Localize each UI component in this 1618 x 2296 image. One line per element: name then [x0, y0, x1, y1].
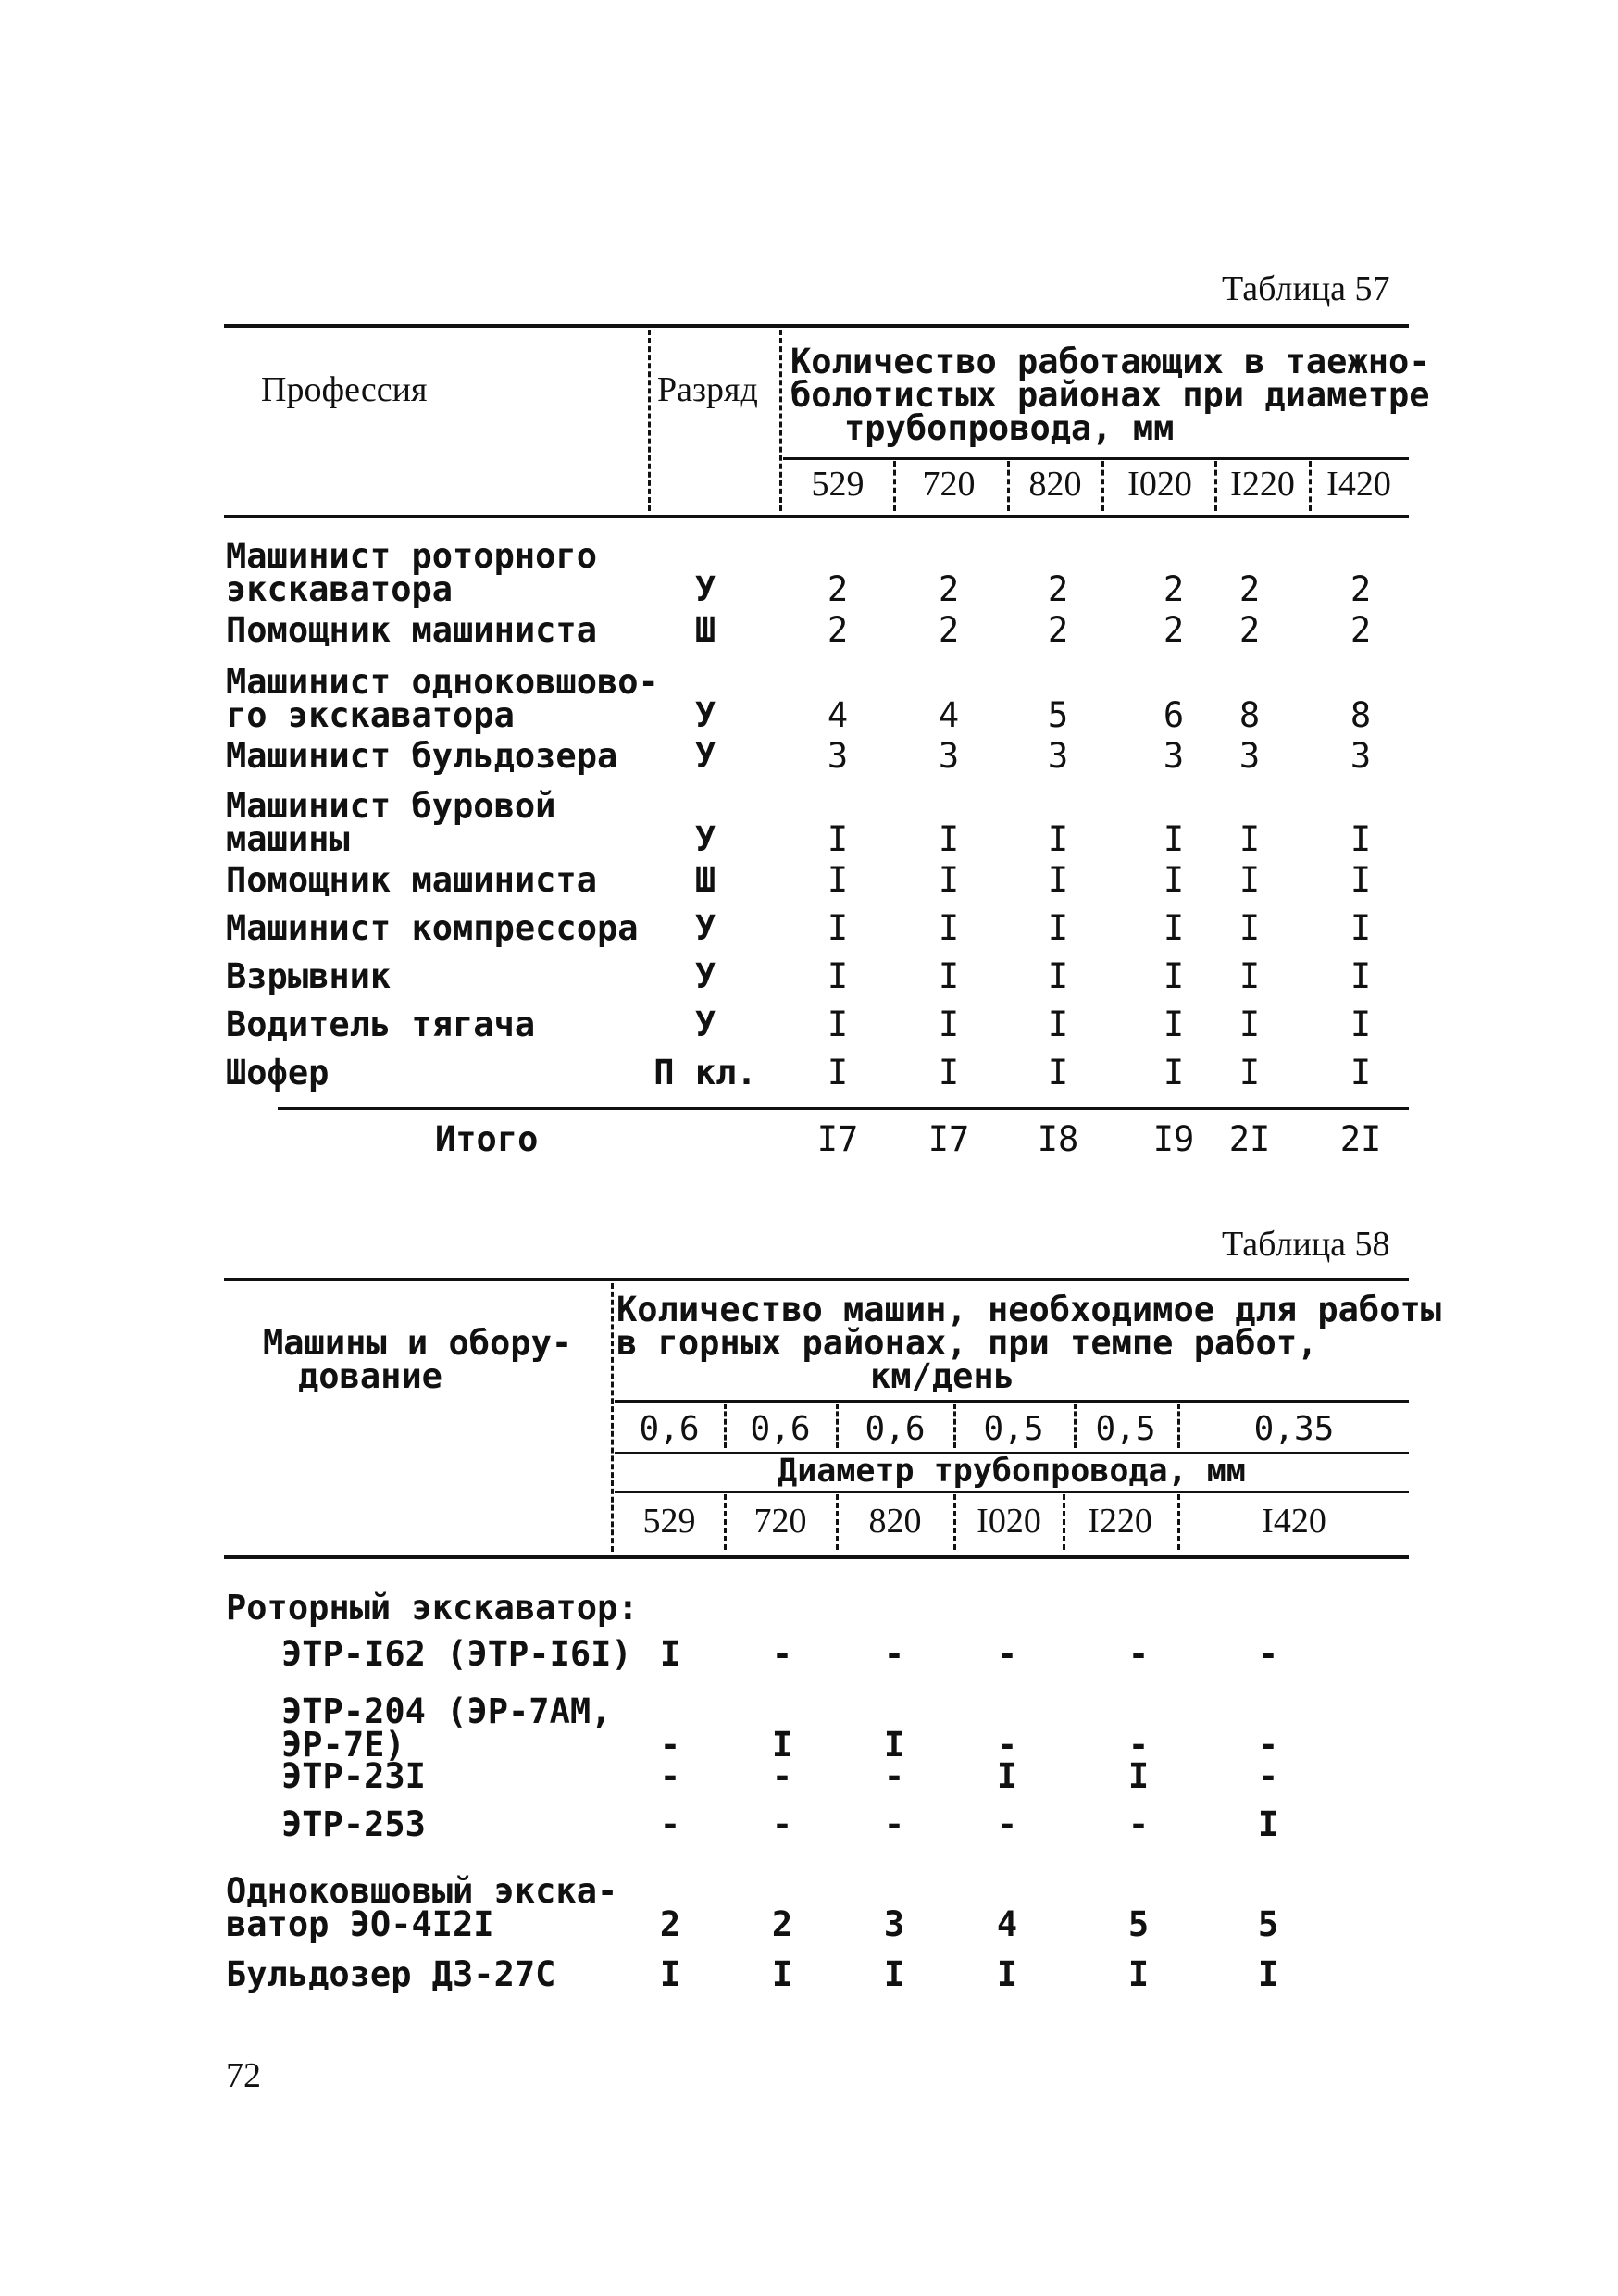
- table57-cell: I: [1047, 860, 1069, 900]
- table57-cell: I: [1163, 956, 1185, 996]
- table58-rate: 0,6: [865, 1410, 926, 1448]
- table57-cell: I: [1163, 1053, 1185, 1092]
- table58-cell: I: [996, 1756, 1018, 1796]
- table57-cell: 6: [1163, 695, 1185, 735]
- table57-cell: 3: [1163, 736, 1185, 776]
- table57-cell: I: [938, 908, 960, 948]
- table57-cell: I: [938, 1053, 960, 1092]
- table57-cell: I: [827, 908, 849, 948]
- table57-cell: I: [1350, 1053, 1372, 1092]
- table58-cell: I: [659, 1634, 681, 1674]
- table57-head-count-line3: трубопровода, мм: [844, 408, 1175, 448]
- table58-cell: 5: [1127, 1904, 1150, 1944]
- table57-total-cell: 2I: [1228, 1119, 1271, 1159]
- table58-cell: -: [996, 1804, 1018, 1844]
- table57-total-cell: I9: [1152, 1119, 1195, 1159]
- table57-row-grade: У: [694, 908, 716, 948]
- table57-cell: I: [1350, 956, 1372, 996]
- table58-cell: I: [771, 1954, 793, 1994]
- table57-row-name: Машинист бульдозера: [226, 736, 618, 776]
- table57-row-grade: У: [694, 956, 716, 996]
- table57-col-divider: [893, 461, 896, 511]
- table57-cell: I: [1238, 956, 1261, 996]
- table57-diameter: 720: [922, 465, 976, 504]
- table57-head-count-line2: болотистых районах при диаметре: [790, 375, 1430, 415]
- table58-diameter: 820: [868, 1502, 922, 1541]
- table57-row-name: машины: [226, 819, 350, 859]
- table57-row-name: Помощник машиниста: [226, 860, 597, 900]
- table57-row-grade: П кл.: [653, 1053, 757, 1092]
- page-number: 72: [226, 2056, 261, 2095]
- table57-total-label: Итого: [435, 1119, 539, 1159]
- table57-cell: 2: [1350, 610, 1372, 650]
- table58-cell: I: [771, 1725, 793, 1765]
- table58-top-rule: [224, 1278, 1409, 1281]
- table57-row-grade: Ш: [694, 860, 716, 900]
- table57-cell: I: [1163, 908, 1185, 948]
- table57-cell: I: [938, 860, 960, 900]
- table58-cell: -: [1257, 1756, 1279, 1796]
- table57-cell: 2: [1047, 569, 1069, 609]
- table57-cell: I: [1163, 819, 1185, 859]
- table58-col-divider: [724, 1404, 727, 1448]
- table58-row-name: ЭР-7Е): [281, 1725, 405, 1765]
- table57-diameter: 529: [811, 465, 865, 504]
- table57-diameter: I420: [1326, 465, 1391, 504]
- table57-cell: 2: [1047, 610, 1069, 650]
- table57-head-profession: Профессия: [261, 370, 428, 409]
- table57-row-name: Машинист роторного: [226, 536, 597, 576]
- table57-cell: I: [1350, 819, 1372, 859]
- table57-cell: 3: [1350, 736, 1372, 776]
- table58-row-name: Одноковшовый экска-: [226, 1871, 618, 1911]
- table57-cell: I: [1238, 819, 1261, 859]
- table58-rate: 0,6: [750, 1410, 811, 1448]
- table57-cell: I: [1350, 860, 1372, 900]
- table58-cell: 2: [659, 1904, 681, 1944]
- table57-cell: I: [1238, 908, 1261, 948]
- table57-cell: 8: [1350, 695, 1372, 735]
- table57-cell: I: [827, 860, 849, 900]
- table57-cell: I: [1238, 1004, 1261, 1044]
- table58-rate: 0,5: [983, 1410, 1044, 1448]
- table57-caption: Таблица 57: [1222, 269, 1390, 308]
- table58-head-count-line2: в горных районах, при темпе работ,: [616, 1323, 1318, 1363]
- table57-diameter: I020: [1127, 465, 1192, 504]
- table58-diameter: 720: [753, 1502, 807, 1541]
- table57-cell: 2: [827, 569, 849, 609]
- table58-cell: -: [659, 1804, 681, 1844]
- table57-row-grade: У: [694, 695, 716, 735]
- table57-cell: 3: [1238, 736, 1261, 776]
- table57-cell: I: [1047, 819, 1069, 859]
- table58-diameter: 529: [642, 1502, 696, 1541]
- table57-col-divider: [1007, 461, 1010, 511]
- table58-cell: 2: [771, 1904, 793, 1944]
- table58-cell: -: [883, 1804, 905, 1844]
- table57-head-count-line1: Количество работающих в таежно-: [790, 342, 1430, 381]
- table58-row-name: Бульдозер ДЗ-27С: [226, 1954, 556, 1994]
- table57-row-name: Машинист одноковшово-: [226, 662, 659, 702]
- table57-cell: I: [1350, 1004, 1372, 1044]
- table57-top-rule: [224, 324, 1409, 328]
- table57-cell: 8: [1238, 695, 1261, 735]
- table57-cell: I: [1047, 908, 1069, 948]
- table57-cell: 3: [827, 736, 849, 776]
- table57-row-grade: У: [694, 569, 716, 609]
- table57-cell: I: [1163, 860, 1185, 900]
- table57-cell: I: [1238, 1053, 1261, 1092]
- table58-cell: I: [883, 1954, 905, 1994]
- table58-group-title: Роторный экскаватор:: [226, 1588, 639, 1628]
- table57-diameter: I220: [1230, 465, 1295, 504]
- table58-cell: I: [1127, 1756, 1150, 1796]
- table58-cell: -: [771, 1756, 793, 1796]
- table57-cell: I: [1047, 1053, 1069, 1092]
- table58-rate: 0,35: [1253, 1410, 1335, 1448]
- table57-cell: 2: [1163, 610, 1185, 650]
- table58-diameter: I420: [1262, 1502, 1326, 1541]
- table58-cell: -: [1127, 1725, 1150, 1765]
- table57-col-divider: [1214, 461, 1217, 511]
- table58-rate-top-rule: [615, 1400, 1409, 1403]
- table57-cell: I: [1047, 1004, 1069, 1044]
- table58-row-name: ЭТР-I62 (ЭТР-I6I): [281, 1634, 632, 1674]
- table58-col-divider: [1177, 1404, 1180, 1448]
- table58-col-divider: [1063, 1494, 1065, 1550]
- table57-cell: I: [938, 956, 960, 996]
- table58-rate: 0,6: [639, 1410, 700, 1448]
- table57-cell: I: [1163, 1004, 1185, 1044]
- table58-cell: I: [883, 1725, 905, 1765]
- table57-total-cell: I8: [1037, 1119, 1079, 1159]
- table57-cell: I: [1238, 860, 1261, 900]
- table58-head-bottom-rule: [224, 1555, 1409, 1559]
- table57-cell: 2: [938, 569, 960, 609]
- table58-col-divider: [1074, 1404, 1077, 1448]
- table57-cell: I: [1047, 956, 1069, 996]
- table58-col-divider: [953, 1404, 956, 1448]
- table57-cell: 3: [1047, 736, 1069, 776]
- table57-cell: 5: [1047, 695, 1069, 735]
- table58-cell: I: [1257, 1954, 1279, 1994]
- table58-cell: I: [1127, 1954, 1150, 1994]
- table58-cell: -: [659, 1756, 681, 1796]
- table57-cell: I: [1350, 908, 1372, 948]
- table58-cell: -: [771, 1634, 793, 1674]
- table57-row-name: Помощник машиниста: [226, 610, 597, 650]
- table58-cell: -: [883, 1634, 905, 1674]
- table57-cell: 4: [827, 695, 849, 735]
- table57-total-cell: 2I: [1339, 1119, 1382, 1159]
- table57-cell: I: [827, 1004, 849, 1044]
- table58-col-divider: [836, 1494, 839, 1550]
- table58-diameter: I020: [977, 1502, 1041, 1541]
- table57-row-grade: Ш: [694, 610, 716, 650]
- table57-cell: I: [938, 819, 960, 859]
- table58-caption: Таблица 58: [1222, 1225, 1390, 1264]
- table58-cell: -: [996, 1725, 1018, 1765]
- table57-cell: 2: [1238, 569, 1261, 609]
- table58-cell: -: [1257, 1725, 1279, 1765]
- table57-row-grade: У: [694, 736, 716, 776]
- table57-cell: 4: [938, 695, 960, 735]
- table57-total-cell: I7: [816, 1119, 859, 1159]
- table58-cell: -: [659, 1725, 681, 1765]
- table57-row-grade: У: [694, 819, 716, 859]
- table58-rate: 0,5: [1095, 1410, 1156, 1448]
- table58-cell: -: [1257, 1634, 1279, 1674]
- table57-row-name: Машинист буровой: [226, 786, 556, 826]
- table57-cell: 2: [827, 610, 849, 650]
- table57-divider: [648, 330, 651, 511]
- table58-col-divider: [724, 1494, 727, 1550]
- table58-row-name: ЭТР-204 (ЭР-7АМ,: [281, 1691, 612, 1731]
- table58-diameter: I220: [1088, 1502, 1152, 1541]
- table58-head-count-line1: Количество машин, необходимое для работы: [616, 1290, 1442, 1329]
- table57-row-name: Взрывник: [226, 956, 392, 996]
- table58-cell: 3: [883, 1904, 905, 1944]
- table58-col-divider: [953, 1494, 956, 1550]
- table58-row-name: ЭТР-253: [281, 1804, 426, 1844]
- table57-total-cell: I7: [927, 1119, 970, 1159]
- table57-row-name: экскаватора: [226, 569, 454, 609]
- table58-diam-label-bottom-rule: [615, 1491, 1409, 1493]
- table57-col-divider: [1309, 461, 1312, 511]
- table58-cell: 5: [1257, 1904, 1279, 1944]
- table57-row-grade: У: [694, 1004, 716, 1044]
- table57-row-name: Шофер: [226, 1053, 330, 1092]
- table58-cell: I: [1257, 1804, 1279, 1844]
- table58-col-divider: [836, 1404, 839, 1448]
- table58-divider: [611, 1283, 614, 1552]
- table57-cell: I: [827, 956, 849, 996]
- table58-head-count-line3: км/день: [870, 1356, 1014, 1396]
- table58-cell: -: [1127, 1634, 1150, 1674]
- table57-cell: I: [827, 819, 849, 859]
- table58-head-machines-line1: Машины и обору-: [263, 1323, 573, 1363]
- table58-head-machines-line2: дование: [298, 1356, 442, 1396]
- table57-col-divider: [1101, 461, 1104, 511]
- table57-head-bottom-rule: [224, 515, 1409, 518]
- table57-cell: 2: [1350, 569, 1372, 609]
- table57-row-name: го экскаватора: [226, 695, 515, 735]
- table58-cell: 4: [996, 1904, 1018, 1944]
- table58-row-name: ватор ЭО-4I2I: [226, 1904, 494, 1944]
- table58-row-name: ЭТР-23I: [281, 1756, 426, 1796]
- table57-diameter: 820: [1028, 465, 1082, 504]
- table58-col-divider: [1177, 1494, 1180, 1550]
- table58-cell: -: [771, 1804, 793, 1844]
- table58-cell: -: [996, 1634, 1018, 1674]
- table57-cell: 2: [1163, 569, 1185, 609]
- table58-cell: -: [1127, 1804, 1150, 1844]
- table58-cell: I: [659, 1954, 681, 1994]
- table57-sub-rule: [783, 457, 1409, 460]
- table57-cell: I: [827, 1053, 849, 1092]
- table57-row-name: Машинист компрессора: [226, 908, 639, 948]
- table58-cell: -: [883, 1756, 905, 1796]
- table57-row-name: Водитель тягача: [226, 1004, 536, 1044]
- table57-head-grade: Разряд: [657, 370, 758, 409]
- table57-cell: I: [938, 1004, 960, 1044]
- table57-total-rule: [278, 1107, 1409, 1110]
- table57-cell: 2: [1238, 610, 1261, 650]
- table57-divider: [779, 330, 782, 511]
- table58-diameter-label: Диаметр трубопровода, мм: [778, 1453, 1246, 1490]
- table57-cell: 3: [938, 736, 960, 776]
- table57-cell: 2: [938, 610, 960, 650]
- table58-cell: I: [996, 1954, 1018, 1994]
